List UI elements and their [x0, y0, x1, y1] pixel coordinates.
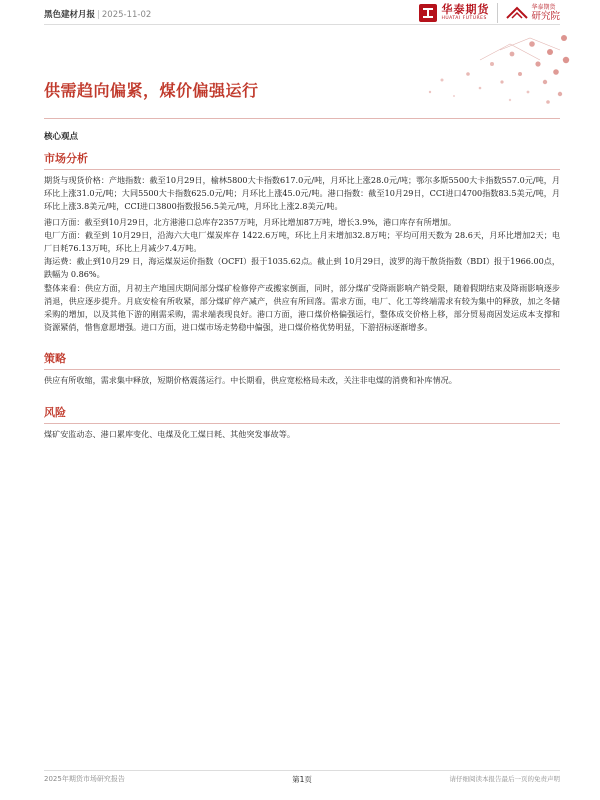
logo2-top: 华泰期货 [531, 3, 556, 11]
logo-cn: 华泰期货 [441, 3, 490, 17]
report-tag: 黑色建材月报 | 2025-11-02 [44, 10, 152, 20]
report-name: 黑色建材月报 [44, 10, 96, 20]
market-paragraph-prices: 期货与现货价格：产地指数：截至10月29日，榆林5800大卡指数617.0元/吨，月环比上涨28.0元/吨；鄂尔多斯5500大卡指数557.0元/吨，月环比上涨31.0元/吨；大同5500大卡指数625.0元/吨；月环比上涨45.0元/吨。港口指数：截至10月29日，CCI进口4700指数83.5美元/吨，月环比上涨3.8美元/吨，CCI进口3800指数报56.5美元/吨，月环比上涨2.8美元/吨。 [44, 175, 560, 212]
section-divider [44, 169, 560, 170]
report-content [44, 130, 560, 441]
section-heading-market: 市场分析 [44, 152, 88, 165]
decorative-dots-icon [370, 30, 570, 110]
page-header [0, 0, 600, 26]
logo-divider [497, 3, 498, 23]
logo-en: HUATAI FUTURES [441, 16, 487, 22]
risk-paragraph: 煤矿安监动态、港口累库变化、电煤及化工煤日耗、其他突发事故等。 [44, 428, 295, 439]
market-paragraph-power-plant: 电厂方面：截至到 10月29日，沿海六大电厂煤炭库存 1422.6万吨，环比上月末增加32.8万吨；平均可用天数为 28.6天，月环比增加2天；电厂日耗76.13万吨，环比上月减少7.4万吨。 [44, 229, 560, 254]
huatai-logo-icon [419, 4, 437, 22]
market-paragraph-freight: 海运费：截止到10月29 日，海运煤炭运价指数（OCFI）报于1035.62点。截止到 10月29日，波罗的海干散货指数（BDI）报于1966.00点，跌幅为 0.86%。 [44, 256, 560, 280]
page-title: 供需趋向偏紧，煤价偏强运行 [44, 81, 259, 100]
section-divider [44, 369, 560, 370]
section-heading-strategy: 策略 [44, 352, 66, 366]
market-paragraph-overall: 整体来看：供应方面，月初主产地国庆期间部分煤矿检修停产或搬家倒面，同时，部分煤矿受降雨影响产销受限，随着假期结束及降雨影响逐步消退，供应逐步提升。月底安检有所收紧，部分煤矿停产减产，供应有所回落。需求方面，电厂、化工等终端需求有较为集中的释放，加之冬储采购的增加，以及其他下游的刚需采购，需求端表现良好。港口方面，港口煤价格偏强运行，整体成交价格上移，部分贸易商因发运成本支撑和资源紧俏，惜售意愿增强。进口方面，进口煤市场走势稳中偏强，进口煤价格优势明显，下游招标逐渐增多。 [44, 282, 560, 333]
page-footer [44, 774, 560, 788]
logo2-bottom: 研究院 [531, 10, 560, 22]
header-divider [44, 24, 560, 25]
research-logo-icon [506, 6, 528, 20]
footer-page-number: 第1页 [292, 775, 312, 784]
report-date: 2025-11-02 [101, 10, 152, 20]
footer-disclaimer-note: 请仔细阅读本报告最后一页的免责声明 [449, 775, 560, 783]
footer-report-series: 2025年期货市场研究报告 [44, 775, 125, 783]
title-divider [44, 118, 560, 119]
strategy-paragraph: 供应有所收缩，需求集中释放，短期价格震荡运行。中长期看，供应宽松格局未改，关注非电煤的消费和补库情况。 [44, 375, 457, 386]
section-divider [44, 423, 560, 424]
huatai-logo-text [441, 4, 489, 22]
footer-divider [44, 770, 560, 771]
logo-area [419, 0, 560, 26]
research-logo-text [531, 5, 560, 22]
core-view-label: 核心观点 [44, 132, 79, 142]
section-heading-risk: 风险 [44, 405, 66, 419]
market-paragraph-port: 港口方面：截至到10月29日，北方港港口总库存2357万吨，月环比增加87万吨，增长3.9%，港口库存有所增加。 [44, 216, 456, 227]
